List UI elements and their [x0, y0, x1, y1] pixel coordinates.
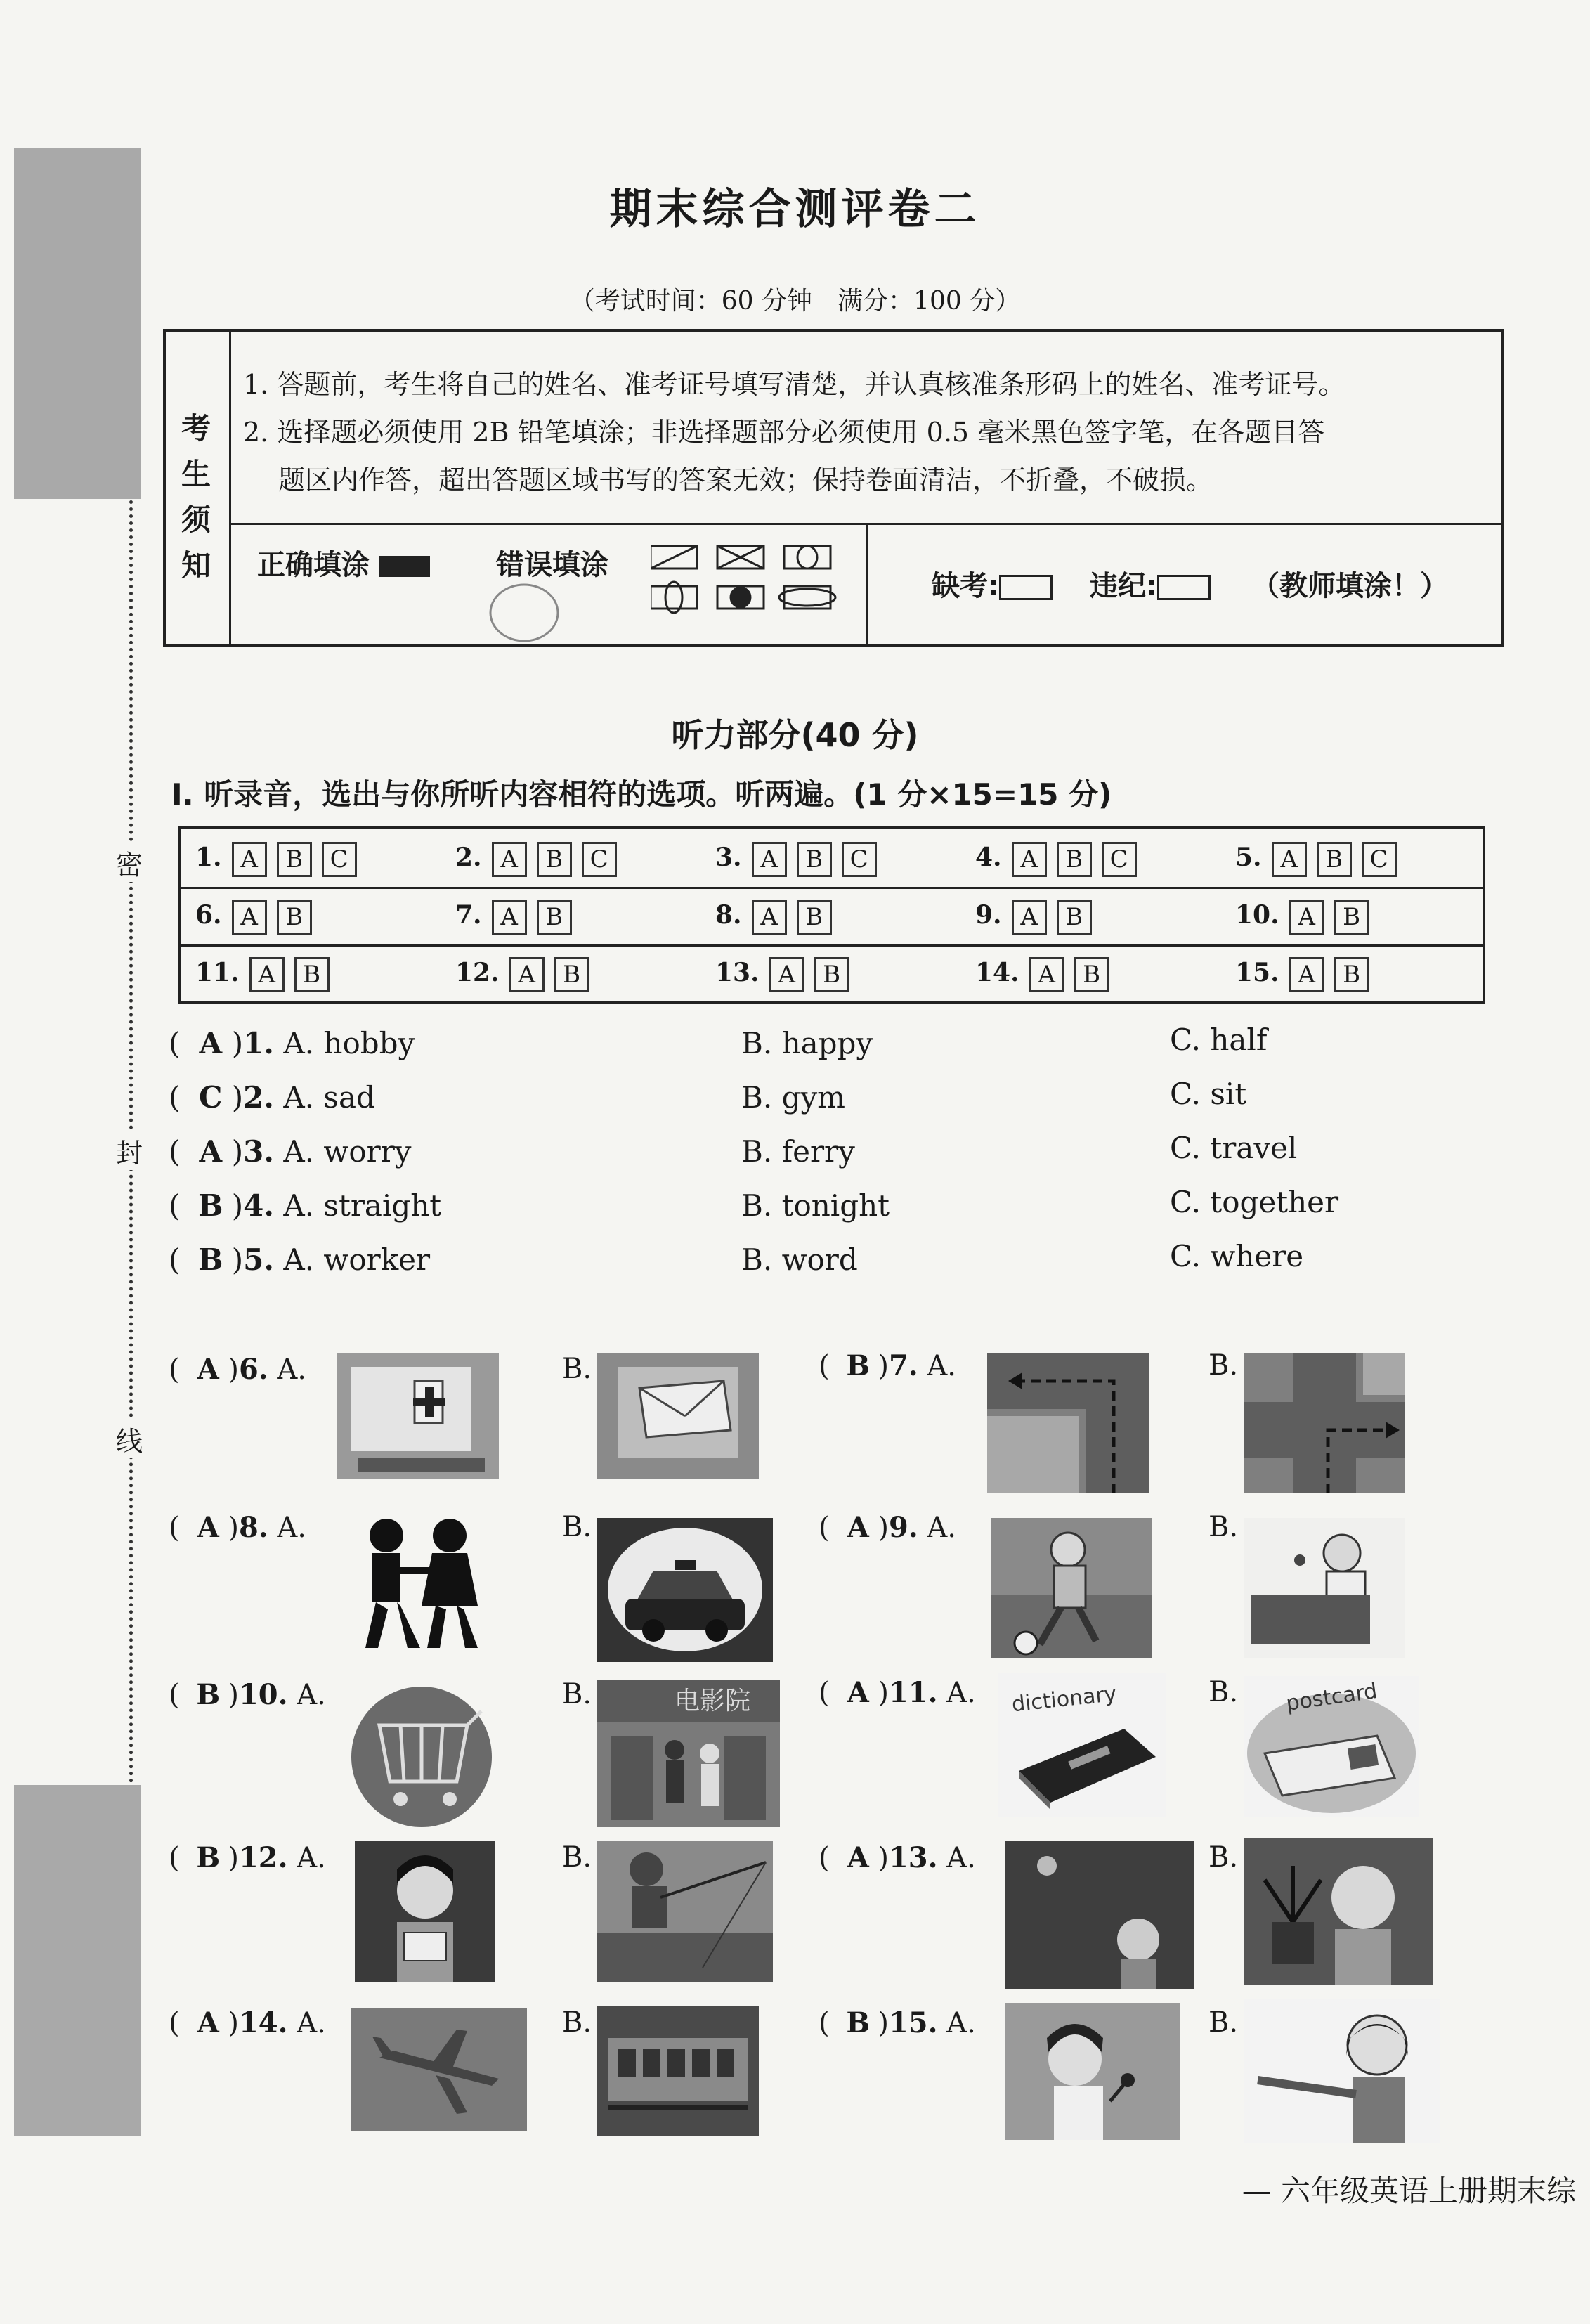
- picture-question: ( A )6. A.: [169, 1353, 307, 1386]
- notice-label-char: 须: [181, 502, 211, 537]
- option-box[interactable]: B: [814, 957, 849, 992]
- option-box[interactable]: A: [1289, 900, 1324, 935]
- seal-char-mi: 密: [116, 843, 143, 882]
- option-box[interactable]: A: [769, 957, 804, 992]
- post-office-image: [597, 1353, 759, 1479]
- option-b-label: B.: [562, 1353, 592, 1385]
- notice-divider: [229, 523, 1501, 525]
- notice-line-2: 2. 选择题必须使用 2B 铅笔填涂；非选择题部分必须使用 0.5 毫米黑色签字笔，在各题目答: [243, 417, 1325, 448]
- shopping-cart-image: [351, 1683, 492, 1831]
- notice-line-3: 题区内作答，超出答题区域书写的答案无效；保持卷面清洁，不折叠，不破损。: [278, 465, 1213, 495]
- train-image: [597, 2006, 759, 2136]
- option-box[interactable]: B: [1057, 842, 1092, 877]
- answer-cell: 10. A B: [1235, 900, 1369, 935]
- absent-label: 缺考:: [932, 564, 1053, 604]
- option-box[interactable]: A: [1272, 842, 1307, 877]
- discipline-checkbox[interactable]: [1157, 575, 1211, 600]
- option-box[interactable]: B: [797, 900, 832, 935]
- seal-char-feng: 封: [116, 1131, 143, 1170]
- option-c: C. where: [1170, 1239, 1304, 1273]
- dictionary-image: [998, 1673, 1166, 1817]
- option-box[interactable]: C: [322, 842, 357, 877]
- answer-mark: A: [199, 1134, 223, 1169]
- wrong-sample-circle: [784, 546, 830, 569]
- answer-row: [181, 829, 1483, 889]
- option-box[interactable]: B: [277, 842, 312, 877]
- option-b: B. ferry: [741, 1134, 855, 1169]
- page-footer: — 六年级英语上册期末综: [1242, 2174, 1576, 2208]
- answer-cell: 8. A B: [715, 900, 832, 935]
- option-box[interactable]: A: [492, 900, 527, 935]
- word-question: ( A )3. A. worry: [169, 1134, 412, 1169]
- option-box[interactable]: C: [582, 842, 617, 877]
- option-box[interactable]: A: [1012, 900, 1047, 935]
- answer-cell: 11. A B: [195, 957, 330, 992]
- margin-bar-bottom: [14, 1785, 141, 2136]
- cinema-sign: 电影院: [675, 1687, 751, 1715]
- option-box[interactable]: B: [1334, 900, 1369, 935]
- option-box[interactable]: A: [232, 842, 267, 877]
- answer-mark: B: [846, 2006, 871, 2039]
- girl-with-plant-image: [1244, 1838, 1433, 1985]
- option-box[interactable]: B: [797, 842, 832, 877]
- postcard-image: [1244, 1676, 1419, 1817]
- airplane-image: [351, 2008, 527, 2131]
- option-box[interactable]: B: [554, 957, 589, 992]
- answer-row: [181, 887, 1483, 947]
- answer-mark: A: [197, 1511, 219, 1544]
- wrong-sample-vline: [651, 586, 697, 609]
- girl-reading-image: [355, 1841, 495, 1982]
- option-b-label: B.: [1208, 1676, 1239, 1708]
- option-c: C. sit: [1170, 1077, 1247, 1111]
- option-b-label: B.: [562, 2006, 592, 2039]
- part-1-instruction: Ⅰ. 听录音，选出与你所听内容相符的选项。听两遍。(1 分×15=15 分): [171, 777, 1112, 812]
- answer-cell: 3. A B C: [715, 842, 877, 877]
- picture-question: ( A )14. A.: [169, 2006, 326, 2039]
- boy-fishing-image: [597, 1841, 773, 1982]
- option-b-label: B.: [562, 1511, 592, 1543]
- answer-mark: C: [199, 1080, 223, 1115]
- answer-mark: A: [847, 1511, 869, 1544]
- answer-mark: A: [847, 1676, 869, 1709]
- notice-label-column: [166, 332, 231, 644]
- option-b-label: B.: [1208, 1511, 1239, 1543]
- option-box[interactable]: B: [537, 900, 572, 935]
- option-b-label: B.: [1208, 1841, 1239, 1874]
- exam-info: （考试时间：60 分钟 满分：100 分）: [569, 287, 1021, 316]
- answer-cell: 9. A B: [975, 900, 1092, 935]
- answer-card-grid: [178, 826, 1485, 1004]
- word-question: ( B )4. A. straight: [169, 1188, 442, 1223]
- notice-label-char: 知: [181, 548, 211, 583]
- option-box[interactable]: A: [249, 957, 285, 992]
- wrong-fill-samples: [651, 543, 840, 620]
- picture-question: ( A )9. A.: [819, 1511, 957, 1544]
- option-box[interactable]: A: [492, 842, 527, 877]
- woman-singing-image: [1005, 2003, 1180, 2140]
- option-b-label: B.: [562, 1678, 592, 1710]
- option-box[interactable]: C: [1102, 842, 1137, 877]
- option-b: B. happy: [741, 1026, 873, 1060]
- picture-question: ( A )8. A.: [169, 1511, 307, 1544]
- answer-cell: 14. A B: [975, 957, 1109, 992]
- answer-mark: B: [846, 1349, 871, 1382]
- answer-cell: 4. A B C: [975, 842, 1137, 877]
- option-box[interactable]: A: [1289, 957, 1324, 992]
- answer-cell: 7. A B: [455, 900, 572, 935]
- picture-question: ( B )12. A.: [169, 1841, 326, 1874]
- picture-question: ( B )7. A.: [819, 1349, 957, 1382]
- option-box[interactable]: A: [1029, 957, 1064, 992]
- absent-checkbox[interactable]: [999, 575, 1053, 600]
- seal-char-xian: 线: [116, 1420, 143, 1458]
- answer-cell: 5. A B C: [1235, 842, 1397, 877]
- word-question: ( B )5. A. worker: [169, 1242, 431, 1277]
- answer-mark: A: [847, 1841, 869, 1874]
- answer-mark: A: [197, 1353, 219, 1386]
- discipline-label: 违纪:: [1090, 564, 1211, 604]
- option-c: C. together: [1170, 1185, 1339, 1219]
- option-b-label: B.: [1208, 1349, 1239, 1382]
- notice-label-char: 生: [181, 457, 211, 491]
- wrong-fill-label: 错误填涂: [496, 549, 608, 581]
- notice-line-1: 1. 答题前，考生将自己的姓名、准考证号填写清楚，并认真核准条形码上的姓名、准考证号。: [243, 369, 1345, 400]
- option-box[interactable]: B: [1334, 957, 1369, 992]
- option-box[interactable]: A: [752, 900, 787, 935]
- option-b: B. word: [741, 1242, 858, 1277]
- answer-cell: 2. A B C: [455, 842, 617, 877]
- road-map-right-image: [1244, 1353, 1405, 1493]
- option-b-label: B.: [1208, 2006, 1239, 2039]
- option-box[interactable]: B: [1074, 957, 1109, 992]
- answer-mark: A: [197, 2006, 219, 2039]
- stamp-mark: [486, 578, 563, 648]
- road-map-left-image: [987, 1353, 1149, 1493]
- girl-pointing-image: [1244, 1999, 1440, 2143]
- option-box[interactable]: B: [294, 957, 330, 992]
- listening-heading: 听力部分(40 分): [671, 716, 919, 754]
- option-box[interactable]: B: [537, 842, 572, 877]
- option-c: C. half: [1170, 1023, 1268, 1057]
- word-question: ( C )2. A. sad: [169, 1080, 375, 1115]
- answer-mark: A: [199, 1026, 223, 1060]
- picture-question: ( A )11. A.: [819, 1676, 976, 1709]
- girl-with-owl-image: [1005, 1841, 1194, 1989]
- teacher-fill-note: （教师填涂！）: [1251, 570, 1448, 602]
- answer-mark: B: [198, 1188, 223, 1223]
- option-box[interactable]: A: [232, 900, 267, 935]
- option-box[interactable]: B: [1057, 900, 1092, 935]
- answer-cell: 6. A B: [195, 900, 312, 935]
- taxi-image: [597, 1518, 773, 1662]
- answer-mark: B: [196, 1841, 221, 1874]
- walking-children-image: [337, 1511, 499, 1651]
- dictionary-label: dictionary: [1010, 1681, 1118, 1718]
- cinema-image: [597, 1680, 780, 1827]
- hospital-image: [337, 1353, 499, 1479]
- picture-question: ( B )15. A.: [819, 2006, 976, 2039]
- option-b-label: B.: [562, 1841, 592, 1874]
- correct-fill-label: 正确填涂: [257, 543, 430, 583]
- option-box[interactable]: A: [509, 957, 545, 992]
- option-box[interactable]: B: [1317, 842, 1352, 877]
- page-title: 期末综合测评卷二: [609, 185, 981, 234]
- option-b: B. gym: [741, 1080, 846, 1115]
- picture-question: ( B )10. A.: [169, 1678, 326, 1711]
- notice-label-char: 考: [181, 411, 211, 446]
- answer-cell: 13. A B: [715, 957, 849, 992]
- correct-fill-sample: [379, 556, 430, 577]
- answer-cell: 12. A B: [455, 957, 589, 992]
- notice-divider-vertical: [866, 523, 868, 644]
- word-question: ( A )1. A. hobby: [169, 1026, 415, 1060]
- picture-question: ( A )13. A.: [819, 1841, 976, 1874]
- option-box[interactable]: C: [1362, 842, 1397, 877]
- option-b: B. tonight: [741, 1188, 890, 1223]
- boy-playing-football-image: [991, 1518, 1152, 1658]
- answer-cell: 15. A B: [1235, 957, 1369, 992]
- answer-row: [181, 944, 1483, 1002]
- postcard-label: postcard: [1284, 1679, 1379, 1716]
- option-box[interactable]: C: [842, 842, 877, 877]
- answer-mark: B: [196, 1678, 221, 1711]
- answer-cell: 1. A B C: [195, 842, 357, 877]
- boy-ping-pong-image: [1244, 1518, 1405, 1658]
- option-box[interactable]: A: [1012, 842, 1047, 877]
- exam-notice-box: [163, 329, 1504, 647]
- option-box[interactable]: B: [277, 900, 312, 935]
- option-c: C. travel: [1170, 1131, 1298, 1165]
- answer-mark: B: [198, 1242, 223, 1277]
- option-box[interactable]: A: [752, 842, 787, 877]
